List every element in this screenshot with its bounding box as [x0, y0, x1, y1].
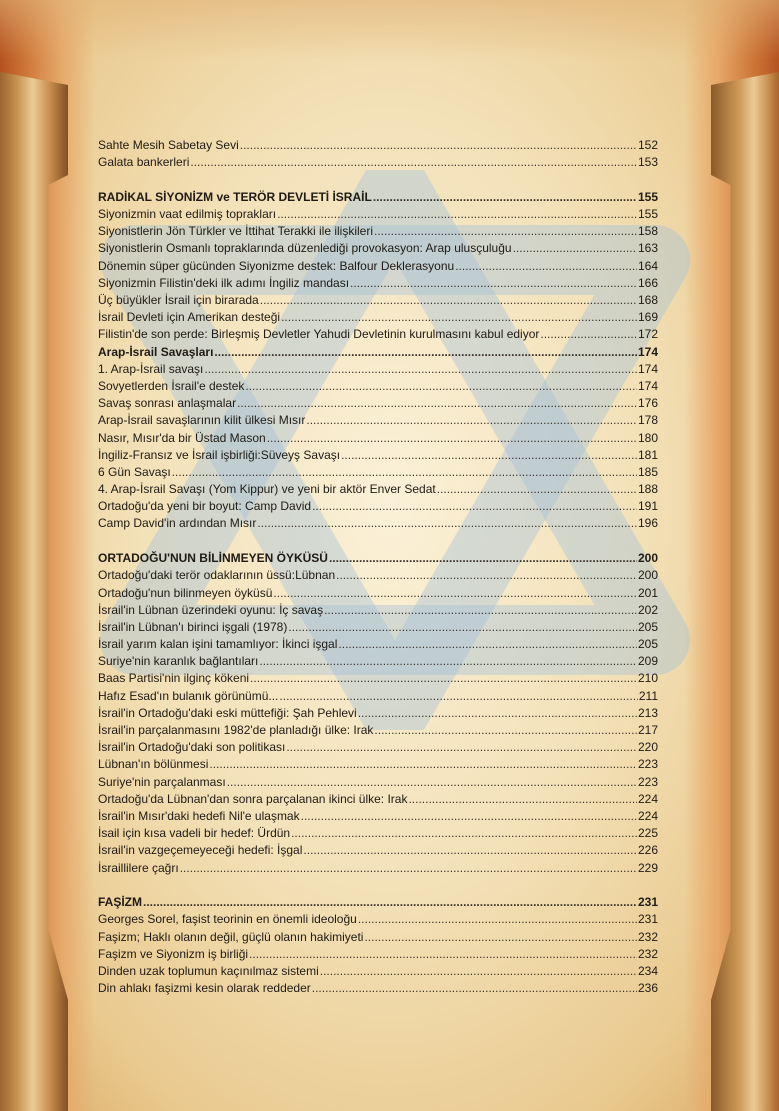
- dot-leader: [455, 258, 637, 275]
- toc-entry-title: İsraillilere çağrı: [98, 860, 179, 875]
- toc-section-heading: [98, 189, 658, 206]
- toc-entry-title: Siyonizmin vaat edilmiş toprakları: [98, 207, 277, 222]
- table-of-contents: [98, 137, 658, 997]
- toc-entry: [98, 842, 658, 859]
- toc-entry: [98, 688, 658, 705]
- toc-entry-title: İsrail'in vazgeçemeyeceği hedefi: İşgal: [98, 843, 303, 858]
- dot-leader: [513, 240, 637, 257]
- toc-entry: [98, 636, 658, 653]
- toc-page-number: 168: [637, 293, 658, 307]
- toc-page-number: 153: [637, 155, 658, 170]
- toc-entry-title: FAŞİZM: [98, 895, 142, 910]
- toc-page-number: 232: [637, 946, 658, 961]
- toc-page-number: 178: [637, 413, 658, 428]
- dot-leader: [312, 980, 637, 997]
- dot-leader: [240, 137, 637, 154]
- toc-entry-title: Din ahlakı faşizmi kesin olarak reddeder: [98, 981, 311, 996]
- toc-entry: [98, 929, 658, 946]
- toc-page-number: 196: [637, 516, 658, 531]
- dot-leader: [288, 619, 637, 636]
- toc-page-number: 224: [637, 791, 658, 806]
- toc-page-number: 231: [637, 895, 658, 910]
- dot-leader: [373, 189, 637, 206]
- toc-entry-title: Camp David'in ardından Mısır: [98, 516, 257, 531]
- dot-leader: [281, 309, 637, 326]
- dot-leader: [273, 585, 637, 602]
- toc-page-number: 211: [638, 688, 658, 703]
- toc-page-number: 223: [637, 757, 658, 772]
- toc-entry-title: RADİKAL SİYONİZM ve TERÖR DEVLETİ İSRAİL: [98, 189, 372, 204]
- toc-entry: [98, 619, 658, 636]
- toc-entry-title: İsrail yarım kalan işini tamamlıyor: İkinci işgal: [98, 637, 338, 652]
- toc-entry-title: Savaş sonrası anlaşmalar: [98, 396, 237, 411]
- toc-page-number: 217: [637, 723, 658, 737]
- dot-leader: [245, 378, 637, 395]
- toc-entry-title: Hafız Esad'ın bulanık görünümü...: [98, 688, 279, 703]
- toc-entry-title: İsrail'in Ortadoğu'daki son politikası: [98, 740, 286, 755]
- dot-leader: [336, 567, 637, 584]
- dot-leader: [364, 929, 637, 946]
- dot-leader: [329, 550, 637, 567]
- dot-leader: [204, 361, 637, 378]
- toc-entry-title: Ortadoğu'da yeni bir boyut: Camp David: [98, 499, 312, 514]
- toc-page-number: 176: [637, 396, 658, 411]
- dot-leader: [306, 412, 637, 429]
- toc-entry-title: Siyonistlerin Jön Türkler ve İttihat Terakki ile ilişkileri: [98, 224, 373, 239]
- toc-entry-title: Arap-İsrail Savaşları: [98, 344, 214, 359]
- toc-entry-title: 1. Arap-İsrail savaşı: [98, 361, 204, 376]
- toc-entry: [98, 326, 658, 343]
- toc-entry: [98, 275, 658, 292]
- toc-section-heading: [98, 550, 658, 567]
- toc-section-heading: [98, 894, 658, 911]
- dot-leader: [291, 825, 637, 842]
- dot-leader: [324, 602, 637, 619]
- toc-entry: [98, 464, 658, 481]
- dot-leader: [358, 911, 637, 928]
- toc-page-number: 164: [637, 258, 658, 273]
- toc-entry-title: Üç büyükler İsrail için birarada: [98, 293, 259, 307]
- dot-leader: [277, 206, 637, 223]
- toc-entry: [98, 154, 658, 171]
- dot-leader: [301, 808, 637, 825]
- toc-page-number: 163: [637, 241, 658, 256]
- toc-entry-title: 6 Gün Savaşı: [98, 464, 171, 479]
- toc-entry: [98, 395, 658, 412]
- toc-entry-title: İsail için kısa vadeli bir hedef: Ürdün: [98, 826, 291, 841]
- toc-entry: [98, 258, 658, 275]
- dot-leader: [279, 688, 637, 705]
- toc-page-number: 229: [637, 860, 658, 875]
- toc-entry: [98, 653, 658, 670]
- toc-page-number: 174: [637, 344, 658, 359]
- dot-leader: [350, 275, 637, 292]
- toc-page-number: 223: [637, 774, 658, 789]
- toc-entry-title: Filistin'de son perde: Birleşmiş Devletler Yahudi Devletinin kurulmasını kabul ediyor: [98, 327, 540, 342]
- toc-entry-title: Lübnan'ın bölünmesi: [98, 757, 209, 772]
- dot-leader: [237, 395, 637, 412]
- dot-leader: [267, 430, 637, 447]
- toc-entry: [98, 361, 658, 378]
- toc-entry: [98, 292, 658, 309]
- toc-page-number: 232: [637, 929, 658, 944]
- toc-entry-title: Sovyetlerden İsrail'e destek: [98, 378, 245, 393]
- section-gap: [98, 533, 658, 551]
- toc-entry: [98, 602, 658, 619]
- toc-entry-title: Ortadoğu'daki terör odaklarının üssü:Lübnan: [98, 568, 336, 583]
- toc-page-number: 180: [637, 430, 658, 445]
- toc-entry: [98, 739, 658, 756]
- toc-entry: [98, 756, 658, 773]
- dot-leader: [303, 842, 637, 859]
- dot-leader: [358, 705, 637, 722]
- toc-entry-title: 4. Arap-İsrail Savaşı (Yom Kippur) ve yeni bir aktör Enver Sedat: [98, 482, 436, 497]
- toc-entry: [98, 808, 658, 825]
- toc-entry: [98, 825, 658, 842]
- toc-page-number: 224: [637, 808, 658, 823]
- toc-page-number: 205: [637, 619, 658, 634]
- toc-page-number: 152: [637, 138, 658, 152]
- toc-entry-title: İsrail'in Mısır'daki hedefi Nil'e ulaşmak: [98, 808, 300, 823]
- toc-page-number: 200: [637, 551, 658, 566]
- dot-leader: [374, 223, 637, 240]
- dot-leader: [374, 722, 637, 739]
- section-gap: [98, 171, 658, 189]
- toc-entry-title: Georges Sorel, faşist teorinin en önemli ideoloğu: [98, 912, 357, 927]
- toc-page-number: 210: [637, 671, 658, 686]
- toc-page-number: 225: [637, 826, 658, 841]
- toc-entry-title: İsrail'in Lübnan'ı birinci işgali (1978): [98, 619, 288, 634]
- toc-entry: [98, 980, 658, 997]
- toc-entry: [98, 963, 658, 980]
- toc-entry-title: Arap-İsrail savaşlarının kilit ülkesi Mısır: [98, 413, 306, 428]
- toc-page-number: 191: [637, 499, 658, 514]
- toc-entry-title: İsrail'in Ortadoğu'daki eski müttefiği: Şah Pehlevi: [98, 705, 357, 720]
- toc-entry: [98, 137, 658, 154]
- dot-leader: [540, 326, 637, 343]
- dot-leader: [259, 653, 637, 670]
- toc-entry-title: Nasır, Mısır'da bir Üstad Mason: [98, 430, 266, 445]
- toc-entry: [98, 515, 658, 532]
- toc-entry: [98, 481, 658, 498]
- toc-page-number: 236: [637, 981, 658, 996]
- toc-entry: [98, 378, 658, 395]
- dot-leader: [437, 481, 637, 498]
- toc-page-number: 188: [637, 482, 658, 497]
- dot-leader: [250, 670, 637, 687]
- toc-entry-title: İsrail Devleti için Amerikan desteği: [98, 310, 281, 325]
- dot-leader: [320, 963, 637, 980]
- toc-page-number: 166: [637, 275, 658, 290]
- toc-entry: [98, 498, 658, 515]
- toc-entry: [98, 567, 658, 584]
- toc-entry: [98, 412, 658, 429]
- dot-leader: [257, 515, 637, 532]
- dot-leader: [172, 464, 637, 481]
- toc-entry-title: Suriye'nin karanlık bağlantıları: [98, 654, 259, 669]
- toc-page-number: 202: [637, 602, 658, 617]
- toc-page-number: 169: [637, 310, 658, 325]
- toc-entry-title: ORTADOĞU'NUN BİLİNMEYEN ÖYKÜSÜ: [98, 551, 328, 566]
- toc-entry-title: Baas Partisi'nin ilginç kökeni: [98, 671, 250, 686]
- toc-page-number: 231: [637, 912, 658, 927]
- toc-page-number: 155: [637, 207, 658, 222]
- toc-page-number: 200: [637, 568, 658, 583]
- toc-entry: [98, 722, 658, 739]
- section-gap: [98, 877, 658, 895]
- toc-entry: [98, 791, 658, 808]
- dot-leader: [260, 292, 637, 309]
- dot-leader: [341, 447, 637, 464]
- toc-entry: [98, 670, 658, 687]
- toc-entry: [98, 911, 658, 928]
- toc-entry: [98, 309, 658, 326]
- toc-page-number: 220: [637, 740, 658, 755]
- toc-entry-title: Galata bankerleri: [98, 155, 190, 170]
- toc-page-number: 155: [637, 189, 658, 204]
- toc-page-number: 174: [637, 378, 658, 393]
- toc-entry-title: Ortadoğu'nun bilinmeyen öyküsü: [98, 585, 273, 600]
- toc-entry: [98, 447, 658, 464]
- toc-entry: [98, 705, 658, 722]
- toc-entry-title: Suriye'nin parçalanması: [98, 774, 226, 789]
- toc-entry-title: Dönemin süper gücünden Siyonizme destek: Balfour Deklerasyonu: [98, 258, 455, 273]
- toc-page-number: 172: [637, 327, 658, 342]
- toc-entry: [98, 860, 658, 877]
- toc-entry-title: İsrail'in Lübnan üzerindeki oyunu: İç savaş: [98, 602, 324, 617]
- toc-page-number: 174: [637, 361, 658, 376]
- toc-entry-title: İngiliz-Fransız ve İsrail işbirliği:Süveyş Savaşı: [98, 447, 341, 462]
- toc-section-heading: [98, 344, 658, 361]
- toc-entry-title: Faşizm; Haklı olanın değil, güçlü olanın hakimiyeti: [98, 929, 364, 944]
- toc-entry-title: Siyonizmin Filistin'deki ilk adımı İngiliz mandası: [98, 275, 350, 290]
- toc-entry: [98, 240, 658, 257]
- toc-page-number: 158: [637, 224, 658, 239]
- toc-entry-title: Dinden uzak toplumun kaçınılmaz sistemi: [98, 963, 319, 978]
- dot-leader: [249, 946, 637, 963]
- toc-entry-title: Siyonistlerin Osmanlı topraklarında düzenlediği provokasyon: Arap ulusçuluğu: [98, 241, 512, 256]
- dot-leader: [143, 894, 637, 911]
- dot-leader: [190, 154, 637, 171]
- toc-entry-title: Sahte Mesih Sabetay Sevi: [98, 138, 239, 152]
- toc-entry: [98, 946, 658, 963]
- toc-entry: [98, 223, 658, 240]
- toc-page-number: 209: [637, 654, 658, 669]
- dot-leader: [214, 344, 637, 361]
- page-border-top: [0, 0, 779, 60]
- dot-leader: [408, 791, 637, 808]
- toc-entry: [98, 206, 658, 223]
- toc-entry-title: Ortadoğu'da Lübnan'dan sonra parçalanan ikinci ülke: Irak: [98, 791, 408, 806]
- toc-page-number: 185: [637, 464, 658, 479]
- toc-entry: [98, 774, 658, 791]
- toc-page-number: 213: [637, 705, 658, 720]
- toc-page-number: 226: [637, 843, 658, 858]
- toc-page-number: 201: [637, 585, 658, 600]
- toc-entry-title: İsrail'in parçalanmasını 1982'de planladığı ülke: Irak: [98, 723, 374, 737]
- toc-entry: [98, 430, 658, 447]
- toc-entry-title: Faşizm ve Siyonizm iş birliği: [98, 946, 249, 961]
- toc-entry: [98, 585, 658, 602]
- toc-page-number: 181: [637, 447, 658, 462]
- dot-leader: [209, 756, 637, 773]
- toc-page-number: 234: [637, 963, 658, 978]
- dot-leader: [286, 739, 637, 756]
- dot-leader: [180, 860, 637, 877]
- dot-leader: [227, 774, 637, 791]
- dot-leader: [338, 636, 637, 653]
- dot-leader: [312, 498, 637, 515]
- toc-page-number: 205: [637, 637, 658, 652]
